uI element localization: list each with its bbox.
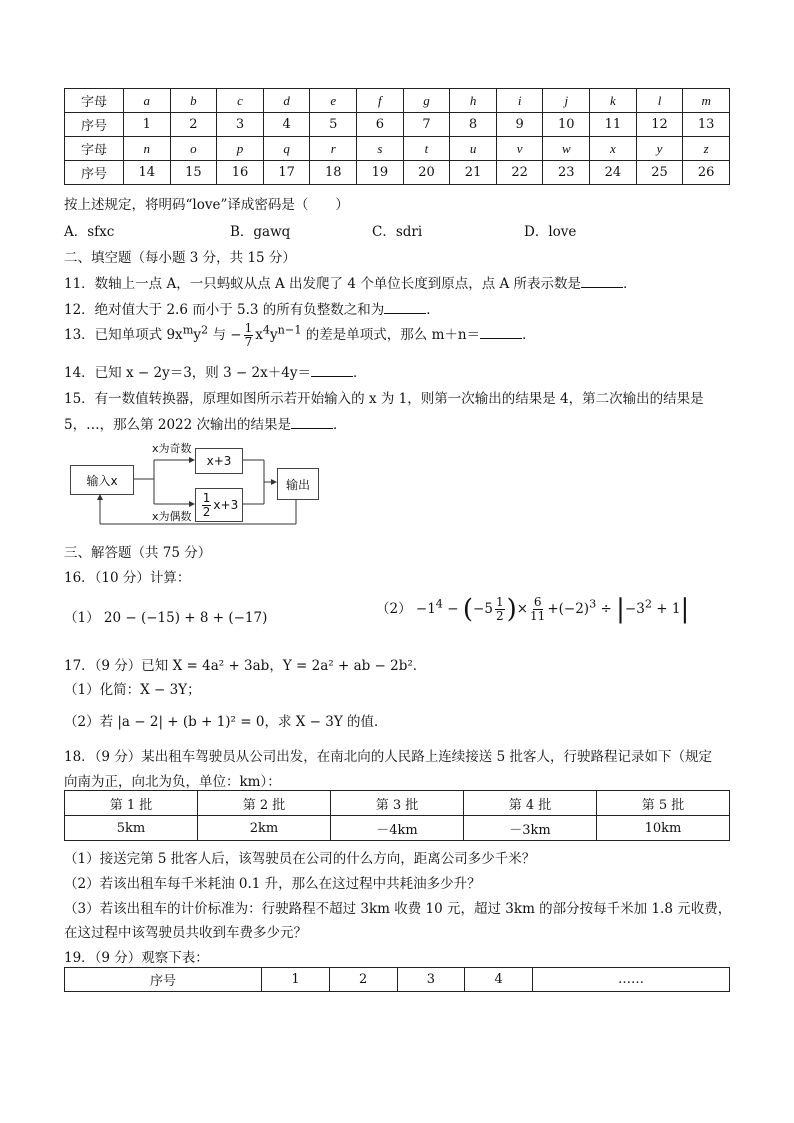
q12-text: 12．绝对值大于 2.6 而小于 5.3 的所有负整数之和为 xyxy=(64,302,385,318)
right-paren: ) xyxy=(506,594,517,625)
q17-title: 17．（9 分）已知 X = 4a² + 3ab，Y = 2a² + ab − 2b²． xyxy=(64,658,427,674)
letter-cell: n xyxy=(124,137,171,161)
trip-value-cell: 2km xyxy=(198,816,331,841)
trip-header-cell: 第 2 批 xyxy=(198,791,331,816)
letter-cell: g xyxy=(403,89,450,113)
q18-part2: （2）若该出租车每千米耗油 0.1 升，那么在这过程中共耗油多少升？ xyxy=(64,876,481,892)
letter-cell: s xyxy=(357,137,404,161)
trip-header-cell: 第 5 批 xyxy=(597,791,730,816)
q15-line2: 5，…，那么第 2022 次输出的结果是 ． xyxy=(64,417,347,433)
expr: ÷ xyxy=(596,601,617,617)
converter-diagram xyxy=(64,438,334,530)
letter-cell: u xyxy=(450,137,497,161)
add-three-box: x+3 xyxy=(195,448,243,474)
q12-blank xyxy=(384,301,426,314)
fraction-denominator: 2 xyxy=(202,504,211,519)
number-cell: 19 xyxy=(357,161,404,185)
letter-cell: k xyxy=(590,89,637,113)
fraction-numerator: 1 xyxy=(244,321,253,335)
number-cell: 25 xyxy=(636,161,683,185)
q11: 11．数轴上一点 A，一只蚂蚁从点 A 出发爬了 4 个单位长度到原点，点 A 所表示数是 ． xyxy=(64,276,637,292)
number-cell: 26 xyxy=(683,161,730,185)
observe-header-cell: 序号 xyxy=(65,968,262,992)
q13-exp: 2 xyxy=(201,323,209,337)
number-cell: 23 xyxy=(543,161,590,185)
number-cell: 17 xyxy=(263,161,310,185)
trip-table xyxy=(64,790,730,841)
expr: −3 xyxy=(624,601,645,617)
q10-option-c: C．sdri xyxy=(372,224,423,240)
number-cell: 11 xyxy=(590,113,637,137)
abs-bar: | xyxy=(616,594,625,625)
number-cell: 21 xyxy=(450,161,497,185)
q15-line1: 15．有一数值转换器，原理如图所示若开始输入的 x 为 1，则第一次输出的结果是 4，第二次输出的结果是 xyxy=(64,391,704,407)
letter-cell: f xyxy=(357,89,404,113)
observe-cell: 3 xyxy=(397,968,465,992)
expr-exp: 2 xyxy=(644,597,652,611)
trip-table-row xyxy=(65,816,730,841)
number-cell: 13 xyxy=(683,113,730,137)
q12: 12．绝对值大于 2.6 而小于 5.3 的所有负整数之和为 ． xyxy=(64,302,440,318)
q13-text: 与 − xyxy=(208,327,242,343)
row-header: 字母 xyxy=(65,89,124,113)
q13-text: x xyxy=(255,327,263,343)
q13-text: y xyxy=(193,327,201,343)
letter-cell: y xyxy=(636,137,683,161)
number-cell: 14 xyxy=(124,161,171,185)
q13-text: 的差是单项式，那么 m＋n＝ xyxy=(301,327,481,343)
letter-cell: h xyxy=(450,89,497,113)
row-header: 序号 xyxy=(65,113,124,137)
q19-title: 19．（9 分）观察下表： xyxy=(64,950,209,966)
letter-cell: z xyxy=(683,137,730,161)
fraction-denominator: 11 xyxy=(530,609,546,623)
number-cell: 10 xyxy=(543,113,590,137)
q17-part1: （1）化简：X − 3Y； xyxy=(64,682,201,698)
abs-bar: | xyxy=(680,594,690,625)
trip-value-cell: 10km xyxy=(597,816,730,841)
fraction-denominator: 2 xyxy=(495,609,504,623)
letter-cell: o xyxy=(170,137,217,161)
fraction xyxy=(530,596,545,623)
fraction-numerator: 1 xyxy=(202,490,211,505)
q18-line1: 18．（9 分）某出租车驾驶员从公司出发，在南北向的人民路上连续接送 5 批客人，行驶路程记录如下（规定 xyxy=(64,749,712,765)
input-box: 输入x xyxy=(70,465,134,495)
number-cell: 1 xyxy=(124,113,171,137)
trip-header-cell: 第 4 批 xyxy=(464,791,597,816)
q11-text: 11．数轴上一点 A，一只蚂蚁从点 A 出发爬了 4 个单位长度到原点，点 A 所表示数是 xyxy=(64,276,582,292)
q18-part3b: 在这过程中该驾驶员共收到车费多少元？ xyxy=(64,925,307,941)
expr: − xyxy=(442,601,463,617)
number-cell: 24 xyxy=(590,161,637,185)
q10-option-d: D．love xyxy=(524,224,577,240)
letter-cell: l xyxy=(636,89,683,113)
number-cell: 16 xyxy=(217,161,264,185)
letter-cell: e xyxy=(310,89,357,113)
letter-cell: d xyxy=(263,89,310,113)
q16-part2 xyxy=(376,596,689,623)
letter-cell: v xyxy=(496,137,543,161)
q18-part3a: （3）若该出租车的计价标准为：行驶路程不超过 3km 收费 10 元，超过 3km 的部分按每千米加 1.8 元收费， xyxy=(64,901,732,917)
odd-label: x为奇数 xyxy=(152,442,192,455)
left-paren: ( xyxy=(462,594,474,625)
q15-text: 5，…，那么第 2022 次输出的结果是 xyxy=(64,417,292,433)
letter-cell: q xyxy=(263,137,310,161)
q11-blank xyxy=(581,275,623,288)
number-cell: 4 xyxy=(263,113,310,137)
trip-header-cell: 第 1 批 xyxy=(65,791,198,816)
letter-cell: r xyxy=(310,137,357,161)
observe-cell: 2 xyxy=(329,968,397,992)
number-cell: 7 xyxy=(403,113,450,137)
letter-table-row xyxy=(65,113,730,137)
half-plus-three-box xyxy=(195,488,243,522)
q13: 13．已知单项式 $9x^my^2$ 与 − $\frac{1}{7}$ $x^4y^{n-1}$ 的差是单项式，那么 m＋n＝ ． xyxy=(64,321,536,349)
trip-table-row xyxy=(65,791,730,816)
mixed-fraction xyxy=(495,596,505,623)
fraction-numerator: 1 xyxy=(495,595,504,609)
q18-part1: （1）接送完第 5 批客人后，该驾驶员在公司的什么方向，距离公司多少千米？ xyxy=(64,851,536,867)
number-cell: 22 xyxy=(496,161,543,185)
output-box: 输出 xyxy=(277,468,319,500)
q13-blank xyxy=(480,326,522,339)
q13-exp: n−1 xyxy=(277,323,302,337)
expr-exp: 4 xyxy=(435,597,443,611)
letter-table-row xyxy=(65,161,730,185)
letter-cell: i xyxy=(496,89,543,113)
q16-part1: （1） 20 − (−15) + 8 + (−17) xyxy=(64,610,268,626)
number-cell: 12 xyxy=(636,113,683,137)
letter-cell: j xyxy=(543,89,590,113)
letter-cell: a xyxy=(124,89,171,113)
expr: × xyxy=(516,601,529,617)
letter-cell: b xyxy=(170,89,217,113)
letter-cell: t xyxy=(403,137,450,161)
section-heading-solve: 三、解答题（共 75 分） xyxy=(64,545,212,561)
q15-blank xyxy=(291,416,333,429)
number-cell: 15 xyxy=(170,161,217,185)
q16-title: 16．（10 分）计算： xyxy=(64,570,191,586)
half-text: x+3 xyxy=(213,498,239,512)
q18-line2: 向南为正，向北为负，单位：km）： xyxy=(64,774,281,790)
observe-cell: 4 xyxy=(465,968,533,992)
q17-part2: （2）若 |a − 2| + (b + 1)² = 0，求 X − 3Y 的值． xyxy=(64,714,388,730)
number-cell: 5 xyxy=(310,113,357,137)
letter-table-row xyxy=(65,137,730,161)
expr: +(−2) xyxy=(547,601,590,617)
letter-cell: x xyxy=(590,137,637,161)
number-cell: 8 xyxy=(450,113,497,137)
number-cell: 3 xyxy=(217,113,264,137)
row-header: 字母 xyxy=(65,137,124,161)
observe-table-row xyxy=(65,968,730,992)
fraction-numerator: 6 xyxy=(533,595,542,609)
observe-table xyxy=(64,967,730,992)
observe-cell: 1 xyxy=(262,968,330,992)
q16-2-label: （2） xyxy=(376,601,412,617)
row-header: 序号 xyxy=(65,161,124,185)
number-cell: 20 xyxy=(403,161,450,185)
fraction-denominator: 7 xyxy=(244,335,253,349)
number-cell: 6 xyxy=(357,113,404,137)
q13-exp: 4 xyxy=(262,323,271,337)
q10-option-a: A．sfxc xyxy=(64,224,115,240)
number-cell: 9 xyxy=(496,113,543,137)
q13-text: 13．已知单项式 9x xyxy=(64,327,183,343)
expr-exp: 3 xyxy=(589,597,597,611)
observe-cell: …… xyxy=(532,968,729,992)
section-heading-fill: 二、填空题（每小题 3 分，共 15 分） xyxy=(64,250,296,266)
q13-text: y xyxy=(270,327,278,343)
trip-header-cell: 第 3 批 xyxy=(331,791,464,816)
q14: 14．已知 x − 2y＝3，则 3 − 2x＋4y＝ ． xyxy=(64,365,367,381)
number-cell: 2 xyxy=(170,113,217,137)
expr: −1 xyxy=(415,601,436,617)
expr: −5 xyxy=(473,601,493,617)
expr: + 1 xyxy=(652,601,681,617)
letter-table-row xyxy=(65,89,730,113)
q10-option-b: B．gawq xyxy=(230,224,291,240)
letter-table xyxy=(64,88,730,185)
trip-value-cell: －3km xyxy=(464,816,597,841)
trip-value-cell: －4km xyxy=(331,816,464,841)
letter-cell: p xyxy=(217,137,264,161)
q10-text: 按上述规定，将明码“love”译成密码是（ ） xyxy=(64,197,349,213)
letter-cell: m xyxy=(683,89,730,113)
q13-fraction xyxy=(244,322,254,349)
q14-blank xyxy=(311,364,353,377)
half-fraction xyxy=(202,492,212,519)
letter-cell: w xyxy=(543,137,590,161)
trip-value-cell: 5km xyxy=(65,816,198,841)
q14-text: 14．已知 x − 2y＝3，则 3 − 2x＋4y＝ xyxy=(64,365,311,381)
even-label: x为偶数 xyxy=(152,510,192,523)
q13-exp: m xyxy=(182,323,194,337)
letter-cell: c xyxy=(217,89,264,113)
number-cell: 18 xyxy=(310,161,357,185)
